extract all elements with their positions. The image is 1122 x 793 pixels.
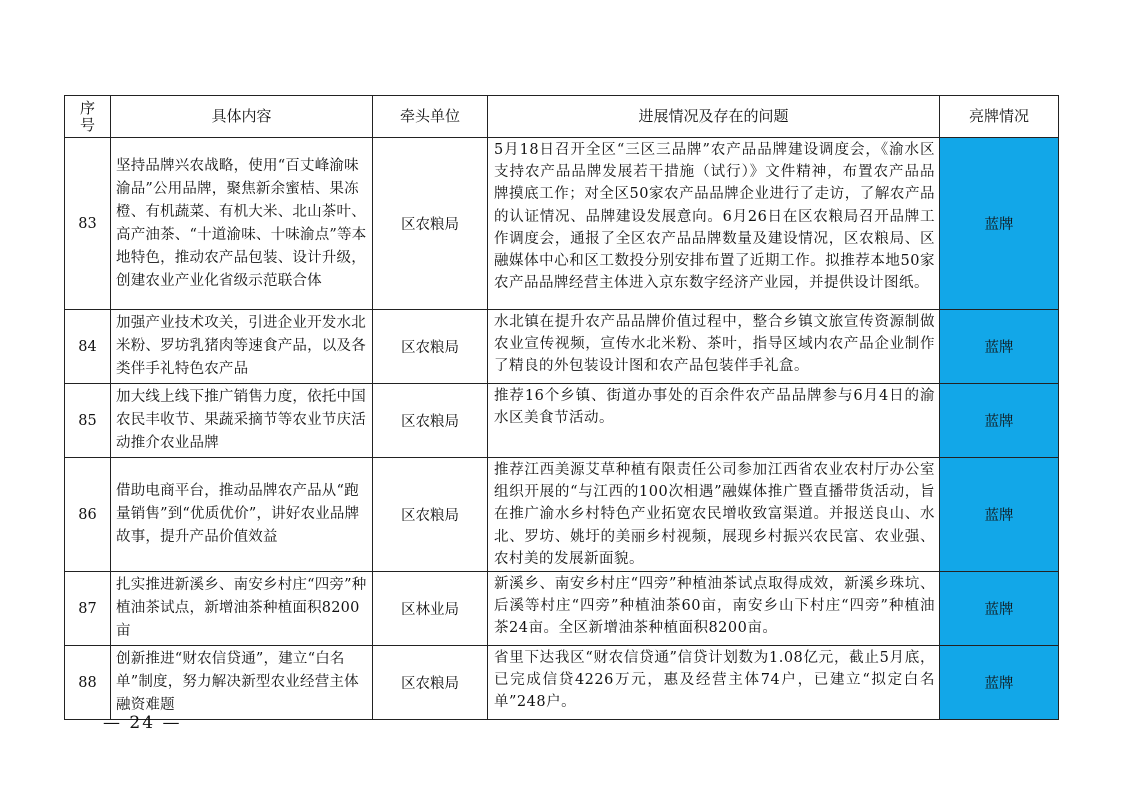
row-lead-unit: 区林业局 bbox=[373, 572, 488, 646]
progress-table bbox=[64, 95, 1059, 720]
status-badge: 蓝牌 bbox=[940, 572, 1059, 646]
table-row bbox=[65, 138, 1059, 310]
status-badge: 蓝牌 bbox=[940, 310, 1059, 384]
row-seq: 83 bbox=[65, 138, 111, 310]
row-content: 加大线上线下推广销售力度，依托中国农民丰收节、果蔬采摘节等农业节庆活动推介农业品牌 bbox=[111, 384, 373, 458]
row-content: 坚持品牌兴农战略，使用“百丈峰渝味渝品”公用品牌，聚焦新余蜜桔、果冻橙、有机蔬菜、有机大米、北山茶叶、高产油茶、“十道渝味、十味渝点”等本地特色，推动农产品包装、设计升级，创建农业产业化省级示范联合体 bbox=[111, 138, 373, 310]
row-content: 扎实推进新溪乡、南安乡村庄“四旁”种植油茶试点，新增油茶种植面积8200亩 bbox=[111, 572, 373, 646]
status-badge: 蓝牌 bbox=[940, 384, 1059, 458]
row-progress: 新溪乡、南安乡村庄“四旁”种植油茶试点取得成效，新溪乡珠坑、后溪等村庄“四旁”种植油茶60亩，南安乡山下村庄“四旁”种植油茶24亩。全区新增油茶种植面积8200亩。 bbox=[488, 572, 940, 646]
header-content: 具体内容 bbox=[111, 96, 373, 138]
row-lead-unit: 区农粮局 bbox=[373, 138, 488, 310]
row-content: 加强产业技术攻关，引进企业开发水北米粉、罗坊乳猪肉等速食产品，以及各类伴手礼特色农产品 bbox=[111, 310, 373, 384]
table-row bbox=[65, 458, 1059, 572]
row-content: 借助电商平台，推动品牌农产品从“跑量销售”到“优质优价”，讲好农业品牌故事，提升产品价值效益 bbox=[111, 458, 373, 572]
header-lead-unit: 牵头单位 bbox=[373, 96, 488, 138]
table-row bbox=[65, 310, 1059, 384]
row-progress: 推荐16个乡镇、街道办事处的百余件农产品品牌参与6月4日的渝水区美食节活动。 bbox=[488, 384, 940, 458]
header-status: 亮牌情况 bbox=[940, 96, 1059, 138]
row-content: 创新推进“财农信贷通”，建立“白名单”制度，努力解决新型农业经营主体融资难题 bbox=[111, 646, 373, 720]
table-row bbox=[65, 646, 1059, 720]
row-seq: 88 bbox=[65, 646, 111, 720]
row-seq: 86 bbox=[65, 458, 111, 572]
table-row bbox=[65, 572, 1059, 646]
row-lead-unit: 区农粮局 bbox=[373, 310, 488, 384]
row-progress: 5月18日召开全区“三区三品牌”农产品品牌建设调度会，《渝水区支持农产品品牌发展若干措施（试行）》文件精神，布置农产品品牌摸底工作；对全区50家农产品品牌企业进行了走访，了解农产品的认证情况、品牌建设发展意向。6月26日在区农粮局召开品牌工作调度会，通报了全区农产品品牌数量及建设情况，区农粮局、区融媒体中心和区工数投分别安排布置了近期工作。拟推荐本地50家农产品品牌经营主体进入京东数字经济产业园，并提供设计图纸。 bbox=[488, 138, 940, 310]
header-seq: 序号 bbox=[65, 96, 111, 138]
page-number: — 24 — bbox=[103, 713, 182, 733]
row-progress: 水北镇在提升农产品品牌价值过程中，整合乡镇文旅宣传资源制做农业宣传视频，宣传水北米粉、茶叶，指导区域内农产品企业制作了精良的外包装设计图和农产品包装伴手礼盒。 bbox=[488, 310, 940, 384]
table-header-row bbox=[65, 96, 1059, 138]
row-lead-unit: 区农粮局 bbox=[373, 458, 488, 572]
table-row bbox=[65, 384, 1059, 458]
row-lead-unit: 区农粮局 bbox=[373, 384, 488, 458]
status-badge: 蓝牌 bbox=[940, 646, 1059, 720]
row-seq: 84 bbox=[65, 310, 111, 384]
header-progress: 进展情况及存在的问题 bbox=[488, 96, 940, 138]
row-progress: 推荐江西美源艾草种植有限责任公司参加江西省农业农村厅办公室组织开展的“与江西的100次相遇”融媒体推广暨直播带货活动，旨在推广渝水乡村特色产业拓宽农民增收致富渠道。并报送良山、水北、罗坊、姚圩的美丽乡村视频，展现乡村振兴农民富、农业强、农村美的发展新面貌。 bbox=[488, 458, 940, 572]
status-badge: 蓝牌 bbox=[940, 458, 1059, 572]
row-seq: 85 bbox=[65, 384, 111, 458]
row-progress: 省里下达我区“财农信贷通”信贷计划数为1.08亿元，截止5月底，已完成信贷4226万元，惠及经营主体74户，已建立“拟定白名单”248户。 bbox=[488, 646, 940, 720]
row-lead-unit: 区农粮局 bbox=[373, 646, 488, 720]
status-badge: 蓝牌 bbox=[940, 138, 1059, 310]
row-seq: 87 bbox=[65, 572, 111, 646]
